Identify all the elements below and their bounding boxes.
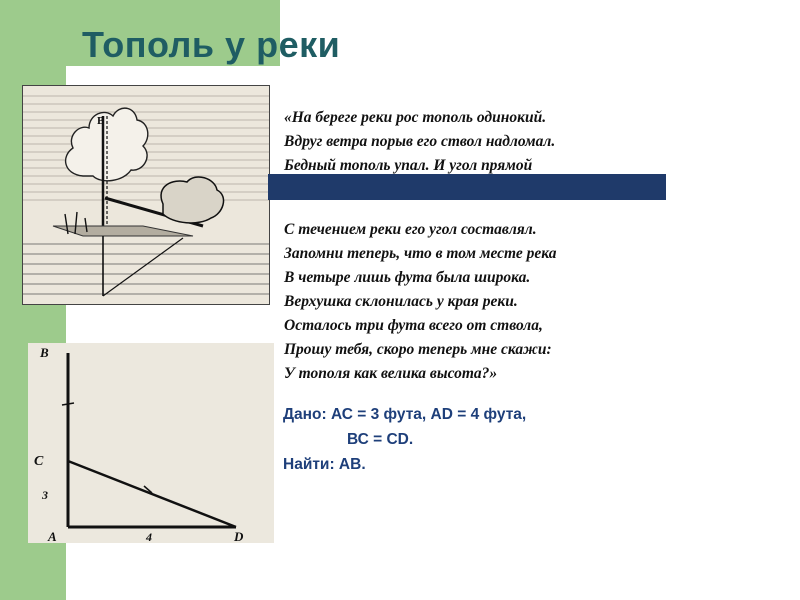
poem-line: Вдруг ветра порыв его ствол надломал.	[284, 133, 556, 150]
diagram-label-ad: 4	[146, 530, 152, 543]
given-line: ВС = CD.	[347, 431, 414, 448]
triangle-drawing	[28, 343, 274, 543]
poem-line: Осталось три фута всего от ствола,	[284, 317, 543, 334]
poplar-drawing	[23, 86, 269, 304]
diagram-label-ac: 3	[42, 488, 48, 502]
find-line: Найти: АВ.	[283, 456, 366, 473]
poem-line: С течением реки его угол составлял.	[284, 221, 537, 238]
diagram-label-d: D	[234, 529, 244, 543]
poem-line: Запомни теперь, что в том месте река	[284, 245, 557, 262]
segment-cd	[68, 461, 236, 527]
poem-line: Бедный тополь упал. И угол прямой	[284, 157, 533, 174]
illus-label-b: B	[97, 115, 105, 127]
poem-line: «На берегe реки рос тополь одинокий.	[284, 109, 547, 126]
poem-line: Прошу тебя, скоро теперь мне скажи:	[284, 341, 552, 358]
poem-part-2	[284, 218, 557, 386]
given-block	[283, 402, 526, 477]
poem-line: Верхушка склонилась у края реки.	[284, 293, 518, 310]
slide-title: Тополь у реки	[82, 24, 341, 65]
diagram-label-a: A	[48, 529, 57, 543]
poem-part-1	[284, 106, 555, 178]
given-line: Дано: АС = 3 фута, AD = 4 фута,	[283, 406, 527, 423]
diagram-label-b: B	[40, 345, 49, 360]
diagram-label-c: C	[34, 454, 44, 469]
poem-line: В четыре лишь фута была широка.	[284, 269, 531, 286]
triangle-diagram	[28, 343, 274, 543]
poem-line: У тополя как велика высота?»	[284, 365, 498, 382]
poplar-illustration	[22, 85, 270, 305]
